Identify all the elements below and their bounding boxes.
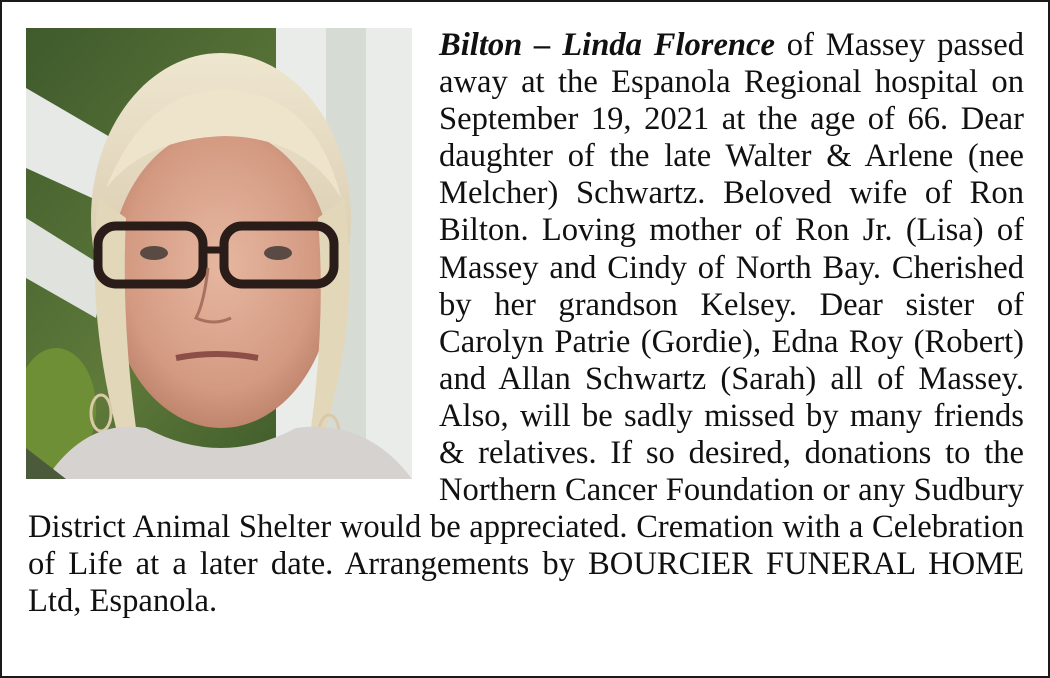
obituary-body: of Massey passed away at the Espanola Regional hospital on September 19, 2021 at the age of 66. Dear daughter of the late Walter & Arlene (nee Melcher) Schwartz. Beloved wife of Ron Bilton. Loving mother of Ron Jr. (Lisa) of Massey and Cindy of North Bay. Cherished by her grandson Kelsey. Dear sister of Carolyn Patrie (Gordie), Edna Roy (Robert) and Allan Schwartz (Sarah) all of Massey. Also, will be sadly missed by many friends & relatives. If so desired, donations to the Northern Cancer Foundation or any Sudbury District Animal Shelter would be appreciated. Cremation with a Celebration of Life at a later date. Arrangements by BOURCIER FUNERAL HOME Ltd, Espanola. bbox=[28, 27, 1024, 620]
obituary-text bbox=[28, 27, 1024, 621]
deceased-name: Bilton – Linda Florence bbox=[439, 27, 775, 63]
